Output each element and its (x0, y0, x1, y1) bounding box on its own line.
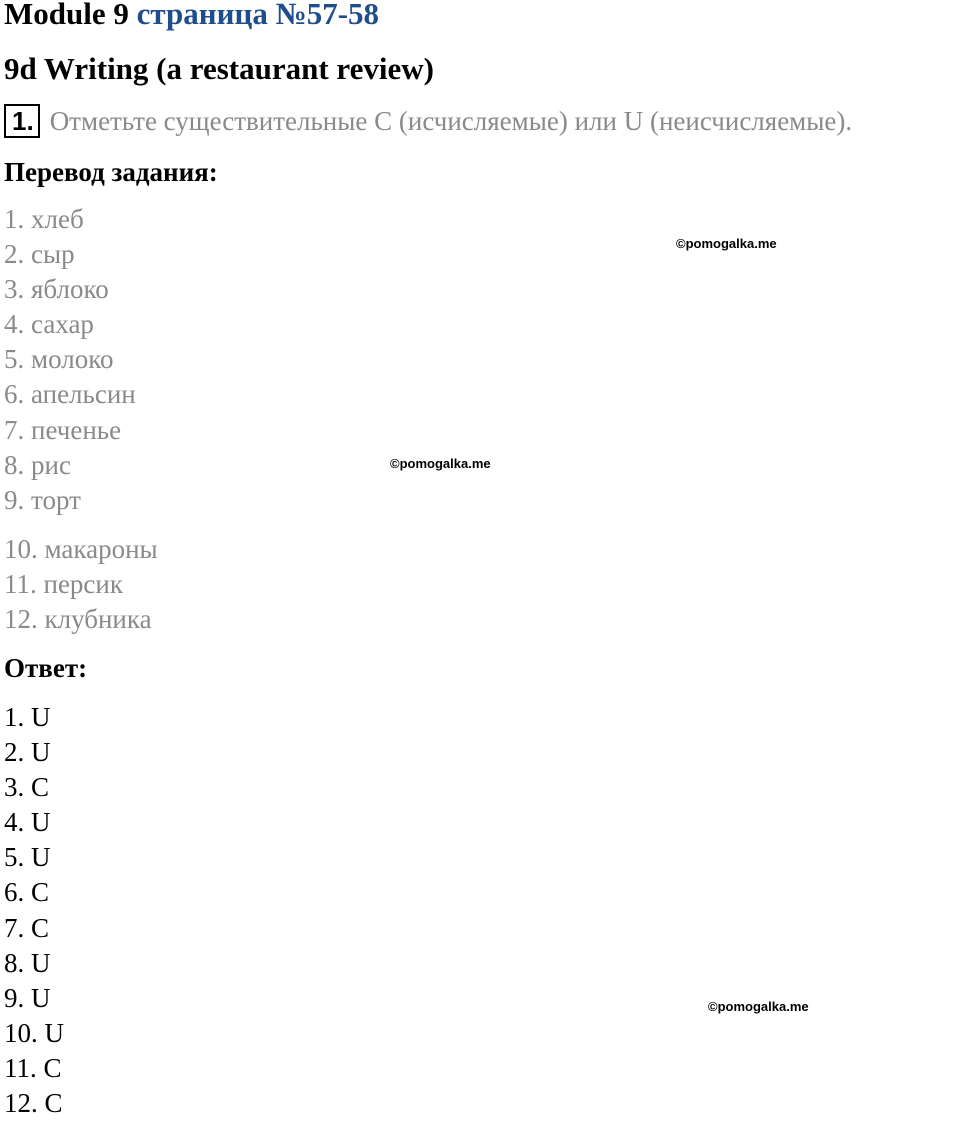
page-reference: страница №57-58 (136, 0, 380, 31)
translation-item: 4. сахар (4, 309, 94, 340)
lesson-title: 9d Writing (a restaurant review) (4, 51, 434, 86)
translation-list (4, 202, 158, 637)
translation-item: 5. молоко (4, 344, 114, 375)
answer-item: 3. C (4, 772, 50, 803)
answer-label: Ответ: (4, 653, 88, 683)
translation-item: 2. сыр (4, 239, 75, 270)
module-label: Module 9 (4, 0, 129, 31)
translation-item: 7. печенье (4, 414, 122, 445)
translation-item: 6. апельсин (4, 379, 136, 410)
answer-item: 9. U (4, 982, 51, 1013)
module-title (4, 0, 379, 32)
translation-item: 11. персик (4, 568, 123, 599)
watermark: ©pomogalka.me (676, 236, 777, 251)
translation-item: 10. макароны (4, 533, 158, 564)
answer-item: 6. C (4, 877, 50, 908)
answer-item: 11. C (4, 1052, 62, 1083)
task-instruction (4, 101, 852, 141)
translation-item: 9. торт (4, 484, 81, 515)
task-text: Отметьте существительные C (исчисляемые) или U (неисчисляемые). (49, 105, 853, 136)
translation-item: 3. яблоко (4, 274, 109, 305)
task-number-badge: 1. (4, 104, 40, 138)
translation-item: 1. хлеб (4, 204, 84, 234)
translation-item: 8. рис (4, 449, 71, 480)
answer-item: 12. C (4, 1088, 63, 1119)
watermark: ©pomogalka.me (390, 456, 491, 471)
answer-item: 7. C (4, 912, 50, 943)
answer-item: 5. U (4, 842, 51, 873)
answer-list (4, 700, 64, 1121)
answer-item: 2. U (4, 737, 51, 768)
answer-item: 4. U (4, 807, 51, 838)
translation-item: 12. клубника (4, 604, 152, 635)
watermark: ©pomogalka.me (708, 999, 809, 1014)
translation-label: Перевод задания: (4, 157, 218, 187)
answer-item: 1. U (4, 702, 51, 732)
answer-item: 8. U (4, 947, 51, 978)
answer-item: 10. U (4, 1017, 64, 1048)
